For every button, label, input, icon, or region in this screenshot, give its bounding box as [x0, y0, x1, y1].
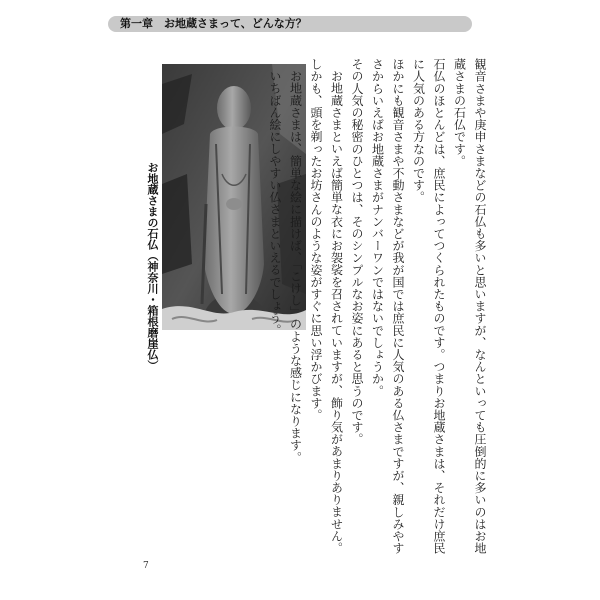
body-text — [150, 58, 490, 558]
paragraph-1: 観音さまや庚申さまなどの石仏も多いと思いますが、なんといっても圧倒的に多いのはお地蔵さまの石仏です。 — [452, 58, 487, 555]
paragraph-7: いちばん絵にしやすい仏さまといえるでしょう。 — [268, 70, 282, 337]
chapter-title: 第一章 お地蔵さまって、どんな方？ — [120, 17, 307, 30]
page-number: 7 — [143, 561, 149, 571]
paragraph-3: ほかにも観音さまや不動さまなどが我が国では庶民に人気のある仏さまですが、親しみやすさからいえばお地蔵さまがナンバーワンではないでしょうか。 — [370, 58, 405, 555]
paragraph-4: その人気の秘密のひとつは、そのシンプルなお姿にあると思うのです。 — [350, 58, 364, 446]
paragraph-2: 石仏のほとんどは、庶民によってつくられたものです。つまりお地蔵さまは、それだけ庶民に人気のある方なのです。 — [411, 58, 446, 555]
paragraph-5: お地蔵さまといえば簡単な衣にお袈裟を召されていますが、飾り気があまりありません。しかも、頭を剃ったお坊さんのような姿がすぐに思い浮かびます。 — [309, 58, 344, 554]
paragraph-6: お地蔵さまは、簡単な絵に描けば、「こけし」のような感じになります。 — [288, 70, 303, 464]
figure-caption: お地蔵さまの石仏（神奈川・箱根磨崖仏） — [146, 162, 159, 371]
